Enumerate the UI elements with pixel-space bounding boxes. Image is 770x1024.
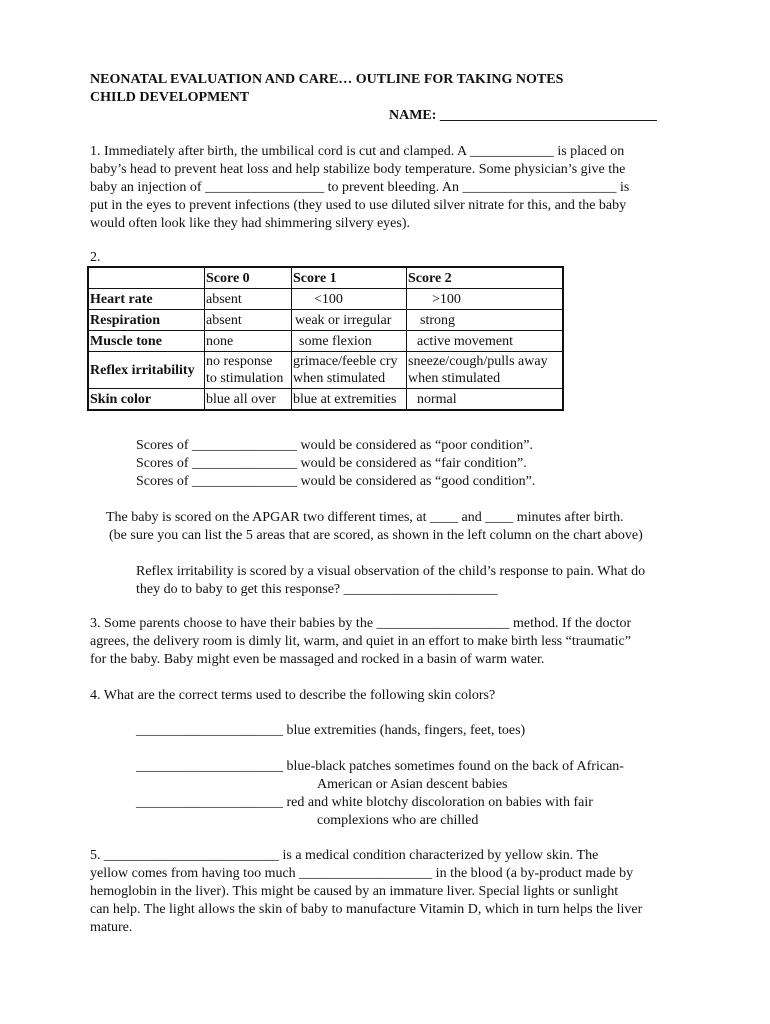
table-cell: absent xyxy=(205,310,292,331)
cell-line: sneeze/cough/pulls away xyxy=(408,354,548,369)
table-row xyxy=(88,289,563,310)
table-row xyxy=(88,389,563,411)
table-cell xyxy=(407,352,564,389)
table-cell: blue all over xyxy=(205,389,292,411)
table-cell: <100 xyxy=(292,289,407,310)
cell-line: when stimulated xyxy=(293,371,386,386)
apgar-table xyxy=(87,266,564,411)
row-label: Muscle tone xyxy=(88,331,205,352)
cell-line: no response xyxy=(206,354,273,369)
q5-line: mature. xyxy=(90,920,133,935)
table-row xyxy=(88,310,563,331)
table-cell: normal xyxy=(407,389,564,411)
table-header-cell: Score 0 xyxy=(205,267,292,289)
q1-line: 1. Immediately after birth, the umbilical cord is cut and clamped. A ____________ is placed on xyxy=(90,144,625,159)
table-cell: weak or irregular xyxy=(292,310,407,331)
q5-line: hemoglobin in the liver). This might be caused by an immature liver. Special lights or sunlight xyxy=(90,884,619,899)
table-cell: active movement xyxy=(407,331,564,352)
reflex-question: Reflex irritability is scored by a visual observation of the child’s response to pain. What do xyxy=(136,564,646,579)
table-header-cell: Score 2 xyxy=(407,267,564,289)
page-title: NEONATAL EVALUATION AND CARE… OUTLINE FOR TAKING NOTES xyxy=(90,72,564,87)
q1-line: would often look like they had shimmering silvery eyes). xyxy=(90,216,410,231)
apgar-note: (be sure you can list the 5 areas that are scored, as shown in the left column on the chart above) xyxy=(109,528,643,543)
table-row xyxy=(88,331,563,352)
reflex-question-cont: they do to baby to get this response? ______________________ xyxy=(136,582,498,597)
q1-line: baby an injection of _________________ to prevent bleeding. An ______________________ is xyxy=(90,180,630,195)
q3-line: agrees, the delivery room is dimly lit, warm, and quiet in an effort to make birth less “traumatic” xyxy=(90,634,631,649)
table-cell: some flexion xyxy=(292,331,407,352)
q5-line: yellow comes from having too much ___________________ in the blood (a by-product made by xyxy=(90,866,634,881)
table-cell: none xyxy=(205,331,292,352)
skin-term-3-cont: complexions who are chilled xyxy=(317,813,479,828)
q3-line: 3. Some parents choose to have their babies by the ___________________ method. If the doctor xyxy=(90,616,632,631)
q5-line: can help. The light allows the skin of baby to manufacture Vitamin D, which in turn helps the liver xyxy=(90,902,643,917)
question-2-number: 2. xyxy=(90,250,101,265)
skin-term-1: _____________________ blue extremities (hands, fingers, feet, toes) xyxy=(136,723,526,738)
score-poor: Scores of _______________ would be considered as “poor condition”. xyxy=(136,438,533,453)
table-cell xyxy=(292,352,407,389)
table-cell: blue at extremities xyxy=(292,389,407,411)
question-3 xyxy=(90,615,690,669)
skin-term-3: _____________________ red and white blotchy discoloration on babies with fair xyxy=(136,795,593,810)
q5-line: 5. _________________________ is a medical condition characterized by yellow skin. The xyxy=(90,848,599,863)
score-fair: Scores of _______________ would be considered as “fair condition”. xyxy=(136,456,527,471)
name-field[interactable]: NAME: _______________________________ xyxy=(389,108,657,123)
apgar-times: The baby is scored on the APGAR two different times, at ____ and ____ minutes after birth. xyxy=(106,510,624,525)
row-label: Respiration xyxy=(88,310,205,331)
table-cell: >100 xyxy=(407,289,564,310)
cell-line: to stimulation xyxy=(206,371,284,386)
table-header-row xyxy=(88,267,563,289)
skin-term-2: _____________________ blue-black patches sometimes found on the back of African- xyxy=(136,759,624,774)
question-1 xyxy=(90,143,690,233)
table-row xyxy=(88,352,563,389)
cell-line: when stimulated xyxy=(408,371,501,386)
table-cell: strong xyxy=(407,310,564,331)
question-4: 4. What are the correct terms used to describe the following skin colors? xyxy=(90,688,496,703)
row-label: Skin color xyxy=(88,389,205,411)
q3-line: for the baby. Baby might even be massaged and rocked in a basin of warm water. xyxy=(90,652,545,667)
question-5 xyxy=(90,847,690,937)
table-cell xyxy=(205,352,292,389)
page-subtitle: CHILD DEVELOPMENT xyxy=(90,90,250,105)
cell-line: grimace/feeble cry xyxy=(293,354,398,369)
table-header-cell: Score 1 xyxy=(292,267,407,289)
table-header-cell xyxy=(88,267,205,289)
q1-line: put in the eyes to prevent infections (they used to use diluted silver nitrate for this, and the baby xyxy=(90,198,627,213)
row-label: Reflex irritability xyxy=(88,352,205,389)
table-cell: absent xyxy=(205,289,292,310)
score-good: Scores of _______________ would be considered as “good condition”. xyxy=(136,474,536,489)
skin-term-2-cont: American or Asian descent babies xyxy=(317,777,508,792)
row-label: Heart rate xyxy=(88,289,205,310)
q1-line: baby’s head to prevent heat loss and help stabilize body temperature. Some physician’s give the xyxy=(90,162,626,177)
